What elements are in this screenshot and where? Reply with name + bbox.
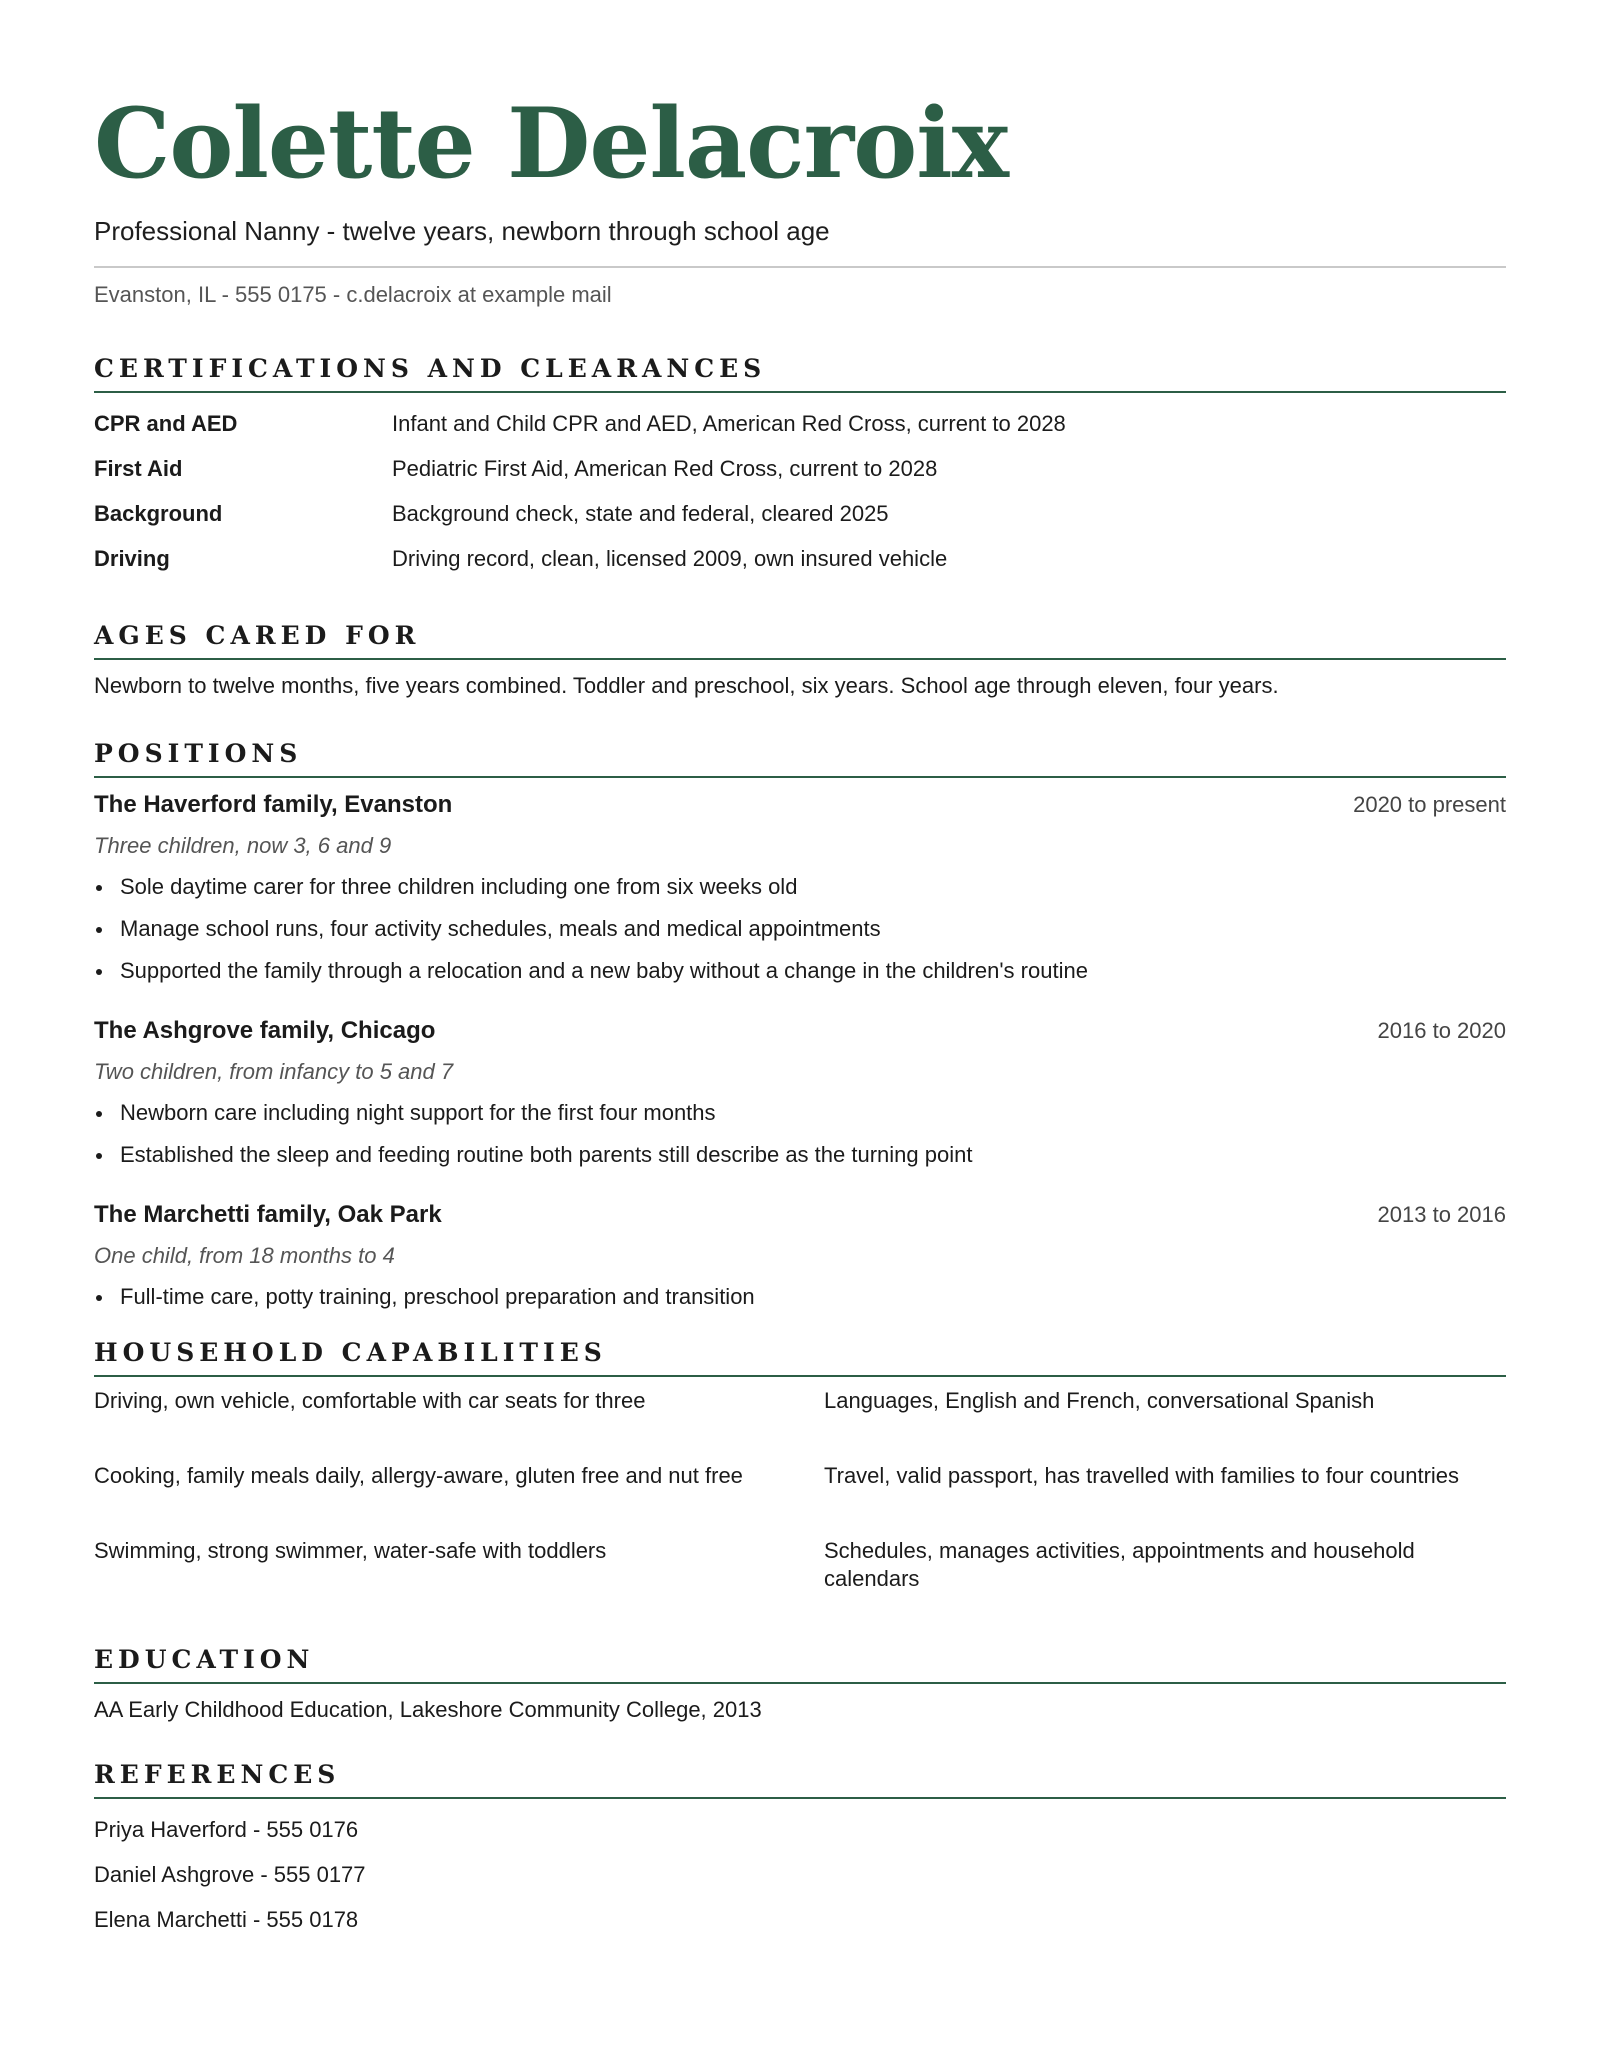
- job-subtitle: Three children, now 3, 6 and 9: [94, 833, 392, 858]
- contact-line: Evanston, IL - 555 0175 - c.delacroix at example mail: [94, 266, 1506, 310]
- cert-row: [94, 536, 1506, 581]
- job-dates: 2016 to 2020: [1377, 1018, 1506, 1043]
- cert-label: First Aid: [94, 456, 183, 481]
- section-title-references: REFERENCES: [94, 1760, 1506, 1799]
- cert-value: Driving record, clean, licensed 2009, own insured vehicle: [392, 546, 948, 571]
- capability-item: Languages, English and French, conversational Spanish: [824, 1388, 1375, 1413]
- job-subtitle: Two children, from infancy to 5 and 7: [94, 1059, 454, 1084]
- job-bullet: Newborn care including night support for the first four months: [94, 1092, 1506, 1134]
- cert-label: CPR and AED: [94, 411, 238, 436]
- job-subtitle: One child, from 18 months to 4: [94, 1243, 395, 1268]
- job-title: The Marchetti family, Oak Park: [94, 1201, 442, 1228]
- job-header: [94, 1014, 1506, 1048]
- job-header: [94, 788, 1506, 822]
- section-title-education: EDUCATION: [94, 1645, 1506, 1684]
- cert-value: Background check, state and federal, cleared 2025: [392, 501, 889, 526]
- job-title: The Ashgrove family, Chicago: [94, 1017, 436, 1044]
- job-dates: 2013 to 2016: [1377, 1202, 1506, 1227]
- resume-content: [94, 84, 1506, 1942]
- job-bullet: Manage school runs, four activity schedules, meals and medical appointments: [94, 908, 1506, 950]
- cert-label: Driving: [94, 546, 170, 571]
- section-title-household: HOUSEHOLD CAPABILITIES: [94, 1338, 1506, 1377]
- job-bullet: Supported the family through a relocation and a new baby without a change in the children's routine: [94, 950, 1506, 992]
- ages-section: [94, 621, 1506, 701]
- references-list: [94, 1807, 1506, 1942]
- reference-item: Daniel Ashgrove - 555 0177: [94, 1862, 366, 1887]
- job-bullets: [94, 1276, 1506, 1318]
- job-title: The Haverford family, Evanston: [94, 791, 453, 818]
- reference-item: Elena Marchetti - 555 0178: [94, 1907, 359, 1932]
- references-section: [94, 1760, 1506, 1942]
- candidate-name: Colette Delacroix: [94, 87, 1008, 200]
- cert-label: Background: [94, 501, 223, 526]
- job-header: [94, 1198, 1506, 1232]
- resume-header: [94, 84, 1506, 310]
- positions-section: [94, 739, 1506, 1318]
- tagline: Professional Nanny - twelve years, newborn through school age: [94, 216, 830, 246]
- job-dates: 2020 to present: [1353, 792, 1506, 817]
- cert-row: [94, 401, 1506, 446]
- cert-row: [94, 491, 1506, 536]
- cert-value: Pediatric First Aid, American Red Cross, current to 2028: [392, 456, 938, 481]
- job-bullet: Established the sleep and feeding routine both parents still describe as the turning point: [94, 1134, 1506, 1176]
- job-entry: [94, 1198, 1506, 1318]
- section-title-certifications: CERTIFICATIONS AND CLEARANCES: [94, 354, 1506, 393]
- capabilities-grid: [94, 1385, 1506, 1610]
- capability-item: Swimming, strong swimmer, water-safe with toddlers: [94, 1538, 607, 1563]
- education-entry: AA Early Childhood Education, Lakeshore Community College, 2013: [94, 1697, 762, 1722]
- capability-item: Travel, valid passport, has travelled with families to four countries: [824, 1463, 1460, 1488]
- certifications-table: [94, 401, 1506, 581]
- job-bullets: [94, 866, 1506, 992]
- job-entry: [94, 1014, 1506, 1176]
- certifications-section: [94, 354, 1506, 581]
- section-title-positions: POSITIONS: [94, 739, 1506, 778]
- job-bullet: Full-time care, potty training, preschool preparation and transition: [94, 1276, 1506, 1318]
- job-entry: [94, 788, 1506, 992]
- capability-item: Cooking, family meals daily, allergy-aware, gluten free and nut free: [94, 1463, 743, 1488]
- capability-item: Schedules, manages activities, appointments and household calendars: [824, 1538, 1415, 1591]
- cert-row: [94, 446, 1506, 491]
- ages-text: Newborn to twelve months, five years combined. Toddler and preschool, six years. School age through eleven, four years.: [94, 673, 1279, 698]
- cert-value: Infant and Child CPR and AED, American Red Cross, current to 2028: [392, 411, 1066, 436]
- section-title-ages: AGES CARED FOR: [94, 621, 1506, 660]
- education-section: [94, 1645, 1506, 1725]
- reference-item: Priya Haverford - 555 0176: [94, 1817, 359, 1842]
- household-section: [94, 1338, 1506, 1610]
- capability-item: Driving, own vehicle, comfortable with car seats for three: [94, 1388, 646, 1413]
- job-bullets: [94, 1092, 1506, 1176]
- job-bullet: Sole daytime carer for three children including one from six weeks old: [94, 866, 1506, 908]
